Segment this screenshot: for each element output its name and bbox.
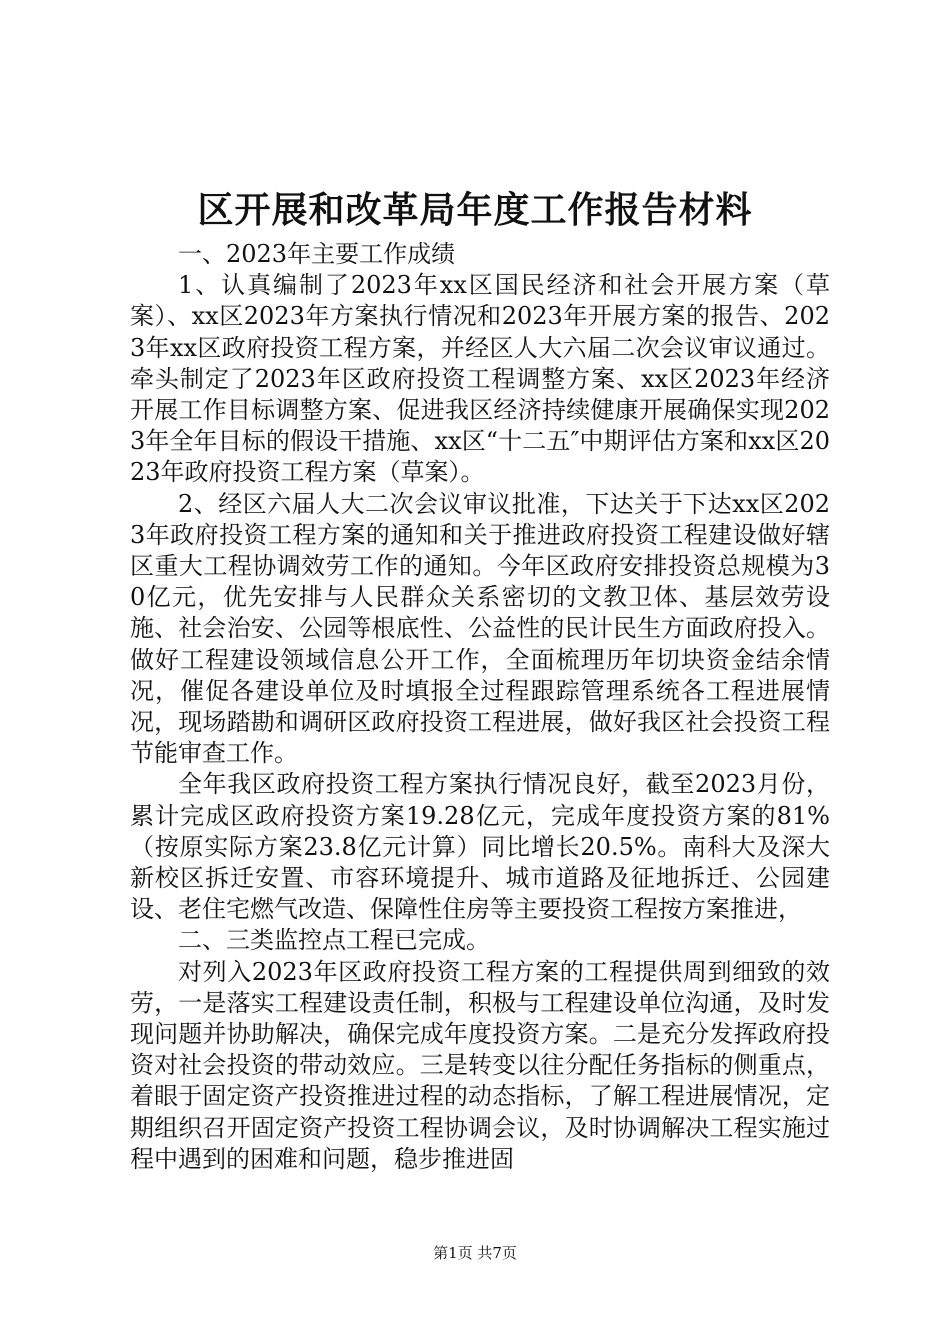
- section-heading-achievements: 一、2023年主要工作成绩: [178, 240, 456, 268]
- paragraph-item-1: 1、认真编制了2023年xx区国民经济和社会开展方案（草案）、xx区2023年方案执行情况和2023年开展方案的报告、2023年xx区政府投资工程方案，并经区人大六届二次会议审议通过。牵头制定了2023年区政府投资工程调整方案、xx区2023年经济开展工作目标调整方案、促进我区经济持续健康开展确保实现2023年全年目标的假设干措施、xx区“十二五″中期评估方案和xx区2023年政府投资工程方案（草案）。: [130, 271, 830, 487]
- document-body: [130, 239, 830, 1175]
- document-title: 区开展和改革局年度工作报告材料: [197, 189, 753, 231]
- paragraph-project-services: 对列入2023年区政府投资工程方案的工程提供周到细致的效劳，一是落实工程建设责任制，积极与工程建设单位沟通，及时发现问题并协助解决，确保完成年度投资方案。二是充分发挥政府投资对社会投资的带动效应。三是转变以往分配任务指标的侧重点，着眼于固定资产投资推进过程的动态指标，了解工程进展情况，定期组织召开固定资产投资工程协调会议，及时协调解决工程实施过程中遇到的困难和问题，稳步推进固: [130, 957, 830, 1173]
- section-heading-monitoring: 二、三类监控点工程已完成。: [178, 926, 490, 955]
- paragraph-item-2: 2、经区六届人大二次会议审议批准，下达关于下达xx区2023年政府投资工程方案的通知和关于推进政府投资工程建设做好辖区重大工程协调效劳工作的通知。今年区政府安排投资总规模为30亿元，优先安排与人民群众关系密切的文教卫体、基层效劳设施、社会治安、公园等根底性、公益性的民计民生方面政府投入。做好工程建设领域信息公开工作，全面梳理历年切块资金结余情况，催促各建设单位及时填报全过程跟踪管理系统各工程进展情况，现场踏勘和调研区政府投资工程进展，做好我区社会投资工程节能审查工作。: [130, 489, 830, 768]
- page-number-footer: 第1页 共7页: [433, 1244, 517, 1262]
- paragraph-investment-summary: 全年我区政府投资工程方案执行情况良好，截至2023月份，累计完成区政府投资方案19.28亿元，完成年度投资方案的81%（按原实际方案23.8亿元计算）同比增长20.5%。南科大及深大新校区拆迁安置、市容环境提升、城市道路及征地拆迁、公园建设、老住宅燃气改造、保障性住房等主要投资工程按方案推进，: [130, 770, 830, 924]
